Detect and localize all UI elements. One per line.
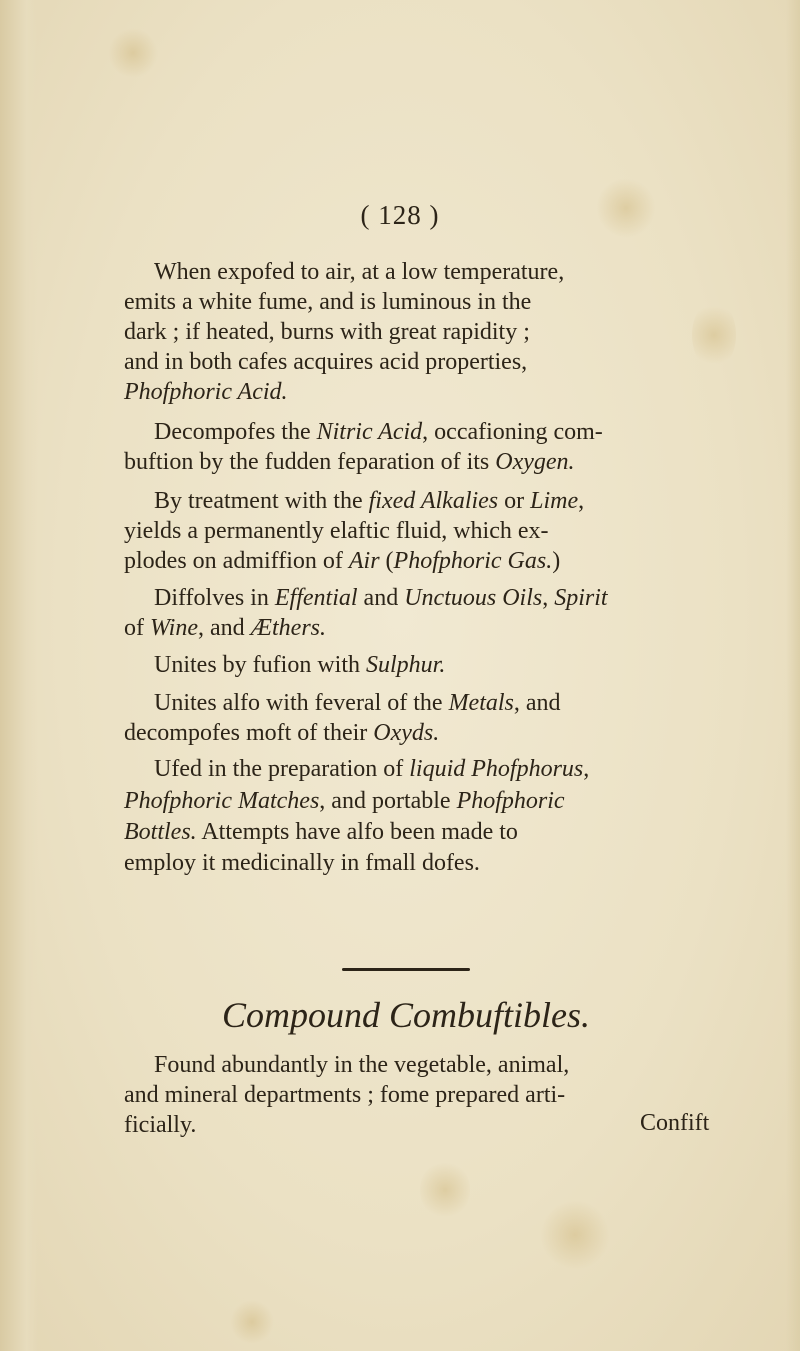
text-run: emits a white fume, and is luminous in the [124,289,532,315]
text-line [154,583,608,613]
italic-term: Metals [448,690,514,716]
text-run: , and [513,690,561,716]
italic-term: Phofphoric [456,788,565,814]
italic-term: Effential [274,585,358,611]
text-run: of [124,615,150,641]
text-run: Diffolves in [154,585,275,611]
italic-term: Nitric Acid [316,419,423,445]
text-line [124,447,575,477]
text-run: Found abundantly in the vegetable, animal, [154,1052,570,1078]
italic-term: Phofphoric Gas. [393,548,553,574]
italic-term: Wine [150,615,198,641]
text-line [124,817,518,847]
foxing-spot [540,1200,610,1270]
text-run: and [357,585,405,611]
italic-term: fixed Alkalies [368,488,499,514]
italic-term: Phofphoric Matches [124,788,320,814]
text-run: buftion by the fudden feparation of its [124,449,496,475]
italic-term: Phofphoric Acid. [124,379,288,405]
text-line [124,317,530,347]
section-title: Compound Combuftibles. [221,995,590,1035]
text-run: or [498,488,531,514]
text-run: ) [552,548,561,574]
section-text-line [124,1080,565,1110]
text-run: , [583,756,590,782]
text-run: , and portable [319,788,457,814]
text-run: and mineral departments ; fome prepared arti- [124,1082,566,1108]
text-run: Unites by fufion with [154,652,366,678]
text-run: , [542,585,555,611]
text-line [124,613,326,643]
text-line [124,786,565,816]
text-line [154,257,564,287]
text-run: Unites alfo with feveral of the [154,690,449,716]
italic-term: Oxyds. [373,720,440,746]
text-run: yields a permanently elaftic fluid, which ex- [124,518,549,544]
text-run: , and [198,615,251,641]
text-run: employ it medicinally in fmall dofes. [124,850,480,876]
italic-term: Lime [530,488,579,514]
text-line [124,516,549,546]
foxing-spot [108,28,158,78]
text-run: plodes on admiffion of [124,548,349,574]
text-line [124,848,480,878]
text-line [154,688,561,718]
section-text-line [124,1110,196,1140]
text-run: , occafioning com- [422,419,603,445]
text-line [154,754,589,784]
text-run: Decompofes the [154,419,317,445]
text-run: dark ; if heated, burns with great rapidity ; [124,319,530,345]
text-run: By treatment with the [154,488,369,514]
foxing-spot [230,1300,274,1344]
foxing-spot [420,1160,470,1220]
text-run: ( [379,548,394,574]
section-divider [342,968,470,971]
text-line [154,486,584,516]
foxing-spot [692,300,736,370]
italic-term: Æthers. [250,615,326,641]
italic-term: Oxygen. [495,449,575,475]
text-run: ficially. [124,1112,197,1138]
catchword: Confift [640,1110,710,1136]
italic-term: Sulphur. [365,652,446,678]
text-run: Ufed in the preparation of [154,756,410,782]
italic-term: Bottles. [124,819,197,845]
text-run: decompofes moft of their [124,720,374,746]
text-run: and in both cafes acquires acid properties, [124,349,528,375]
italic-term: Air [348,548,380,574]
text-run: , [578,488,585,514]
text-line [124,718,439,748]
text-line [124,377,288,407]
italic-term: Spirit [554,585,608,611]
text-run: Attempts have alfo been made to [196,819,518,845]
italic-term: Unctuous Oils [404,585,543,611]
text-run: When expofed to air, at a low temperature, [154,259,565,285]
text-line [124,287,531,317]
section-text-line [154,1050,569,1080]
italic-term: liquid Phofphorus [409,756,584,782]
page-number: ( 128 ) [360,200,440,230]
text-line [124,546,560,576]
text-line [154,417,603,447]
text-line [154,650,445,680]
text-line [124,347,527,377]
